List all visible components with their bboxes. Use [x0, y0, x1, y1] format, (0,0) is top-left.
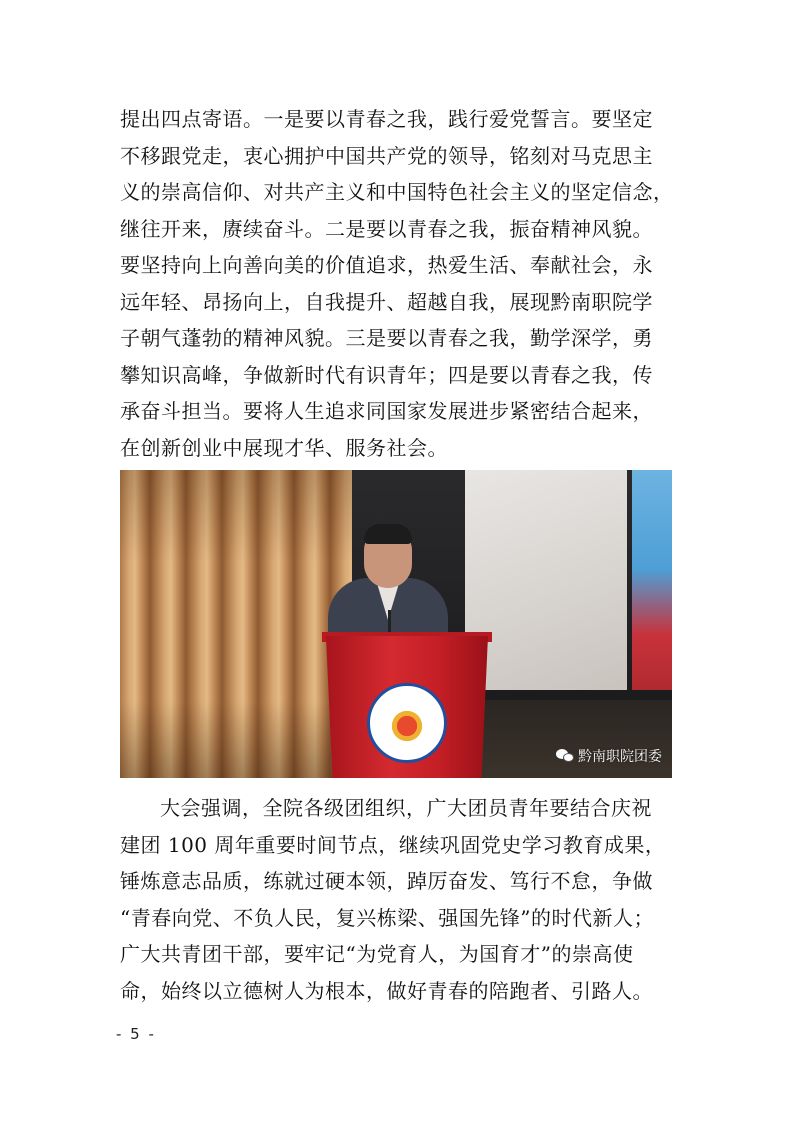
paragraph-line: 子朝气蓬勃的精神风貌。三是要以青春之我，勤学深学，勇	[120, 326, 653, 350]
paragraph-line: 建团 100 周年重要时间节点，继续巩固党史学习教育成果，	[120, 832, 666, 857]
watermark-text: 黔南职院团委	[578, 749, 662, 765]
paragraph-line: 不移跟党走，衷心拥护中国共产党的领导，铭刻对马克思主	[120, 143, 653, 168]
paragraph-line: “青春向党、不负人民，复兴栋梁、强国先锋”的时代新人；	[120, 905, 654, 930]
paragraph-2	[120, 790, 680, 1009]
paragraph-1	[120, 101, 680, 466]
wechat-icon	[556, 749, 574, 763]
paragraph-line: 在创新创业中展现才华、服务社会。	[120, 435, 448, 460]
college-logo	[367, 683, 447, 763]
paragraph-line: 义的崇高信仰、对共产主义和中国特色社会主义的坚定信念，	[120, 180, 674, 204]
paragraph-line: 锤炼意志品质，练就过硬本领，踔厉奋发、笃行不怠，争做	[120, 869, 653, 893]
paragraph-line: 承奋斗担当。要将人生追求同国家发展进步紧密结合起来，	[120, 399, 653, 423]
paragraph-line: 远年轻、昂扬向上，自我提升、超越自我，展现黔南职院学	[120, 289, 653, 314]
paragraph-line: 要坚持向上向善向美的价值追求，热爱生活、奉献社会，永	[120, 253, 653, 277]
paragraph-line: 提出四点寄语。一是要以青春之我，践行爱党誓言。要坚定	[120, 107, 653, 131]
paragraph-line: 大会强调，全院各级团组织，广大团员青年要结合庆祝	[160, 796, 652, 820]
photo-watermark	[556, 746, 662, 766]
paragraph-line: 攀知识高峰，争做新时代有识青年；四是要以青春之我，传	[120, 362, 653, 387]
projection-screen	[465, 470, 627, 690]
page-number: - 5 -	[116, 1025, 156, 1043]
screen-graphic	[632, 470, 672, 690]
speaker-photo	[120, 470, 672, 778]
paragraph-line: 广大共青团干部，要牢记“为党育人，为国育才”的崇高使	[120, 942, 634, 966]
paragraph-line: 命，始终以立德树人为根本，做好青春的陪跑者、引路人。	[120, 978, 653, 1003]
paragraph-line: 继往开来，赓续奋斗。二是要以青春之我，振奋精神风貌。	[120, 216, 653, 241]
